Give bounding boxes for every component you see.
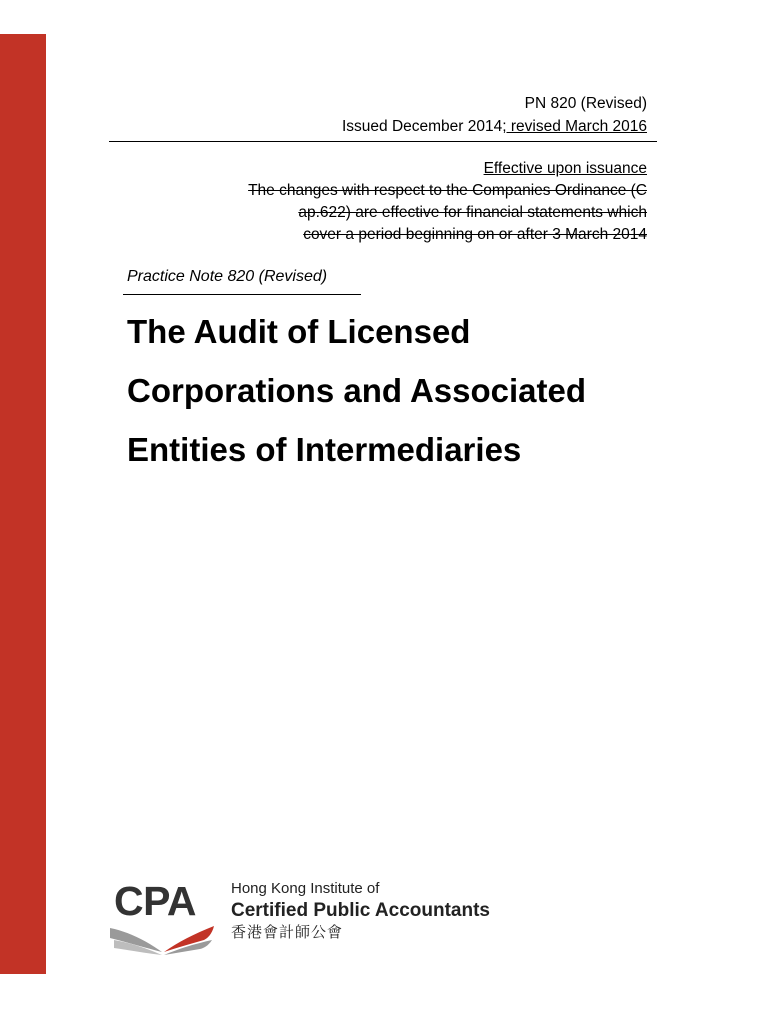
effective-struck-line-3: cover a period beginning on or after 3 March 2014	[303, 226, 647, 243]
title-line-1: The Audit of Licensed	[127, 313, 471, 350]
effective-struck-line-2: ap.622) are effective for financial statements which	[298, 204, 647, 221]
issue-date	[342, 115, 647, 138]
org-name-chinese: 香港會計師公會	[231, 924, 344, 941]
side-color-bar	[0, 34, 46, 974]
header-divider	[109, 141, 657, 142]
document-title	[127, 302, 687, 479]
effective-struck-line-1: The changes with respect to the Companies Ordinance (C	[248, 182, 647, 199]
title-line-3: Entities of Intermediaries	[127, 431, 522, 468]
cpa-logo-text: CPA	[114, 878, 197, 924]
issued-date-text: Issued December 2014	[341, 118, 503, 135]
effective-notice	[167, 158, 647, 246]
revised-date-text: ; revised March 2016	[502, 118, 647, 135]
practice-note-underline	[123, 294, 361, 295]
practice-note-label: Practice Note 820 (Revised)	[127, 268, 328, 285]
open-book-icon	[108, 922, 218, 956]
document-header	[342, 92, 647, 138]
cpa-logo	[108, 878, 248, 958]
organization-name	[231, 880, 490, 943]
org-name-line-2: Certified Public Accountants	[231, 900, 490, 921]
title-line-2: Corporations and Associated	[127, 372, 587, 409]
effective-line: Effective upon issuance	[483, 160, 647, 177]
pn-number: PN 820 (Revised)	[524, 95, 647, 112]
org-name-line-1: Hong Kong Institute of	[231, 880, 380, 897]
